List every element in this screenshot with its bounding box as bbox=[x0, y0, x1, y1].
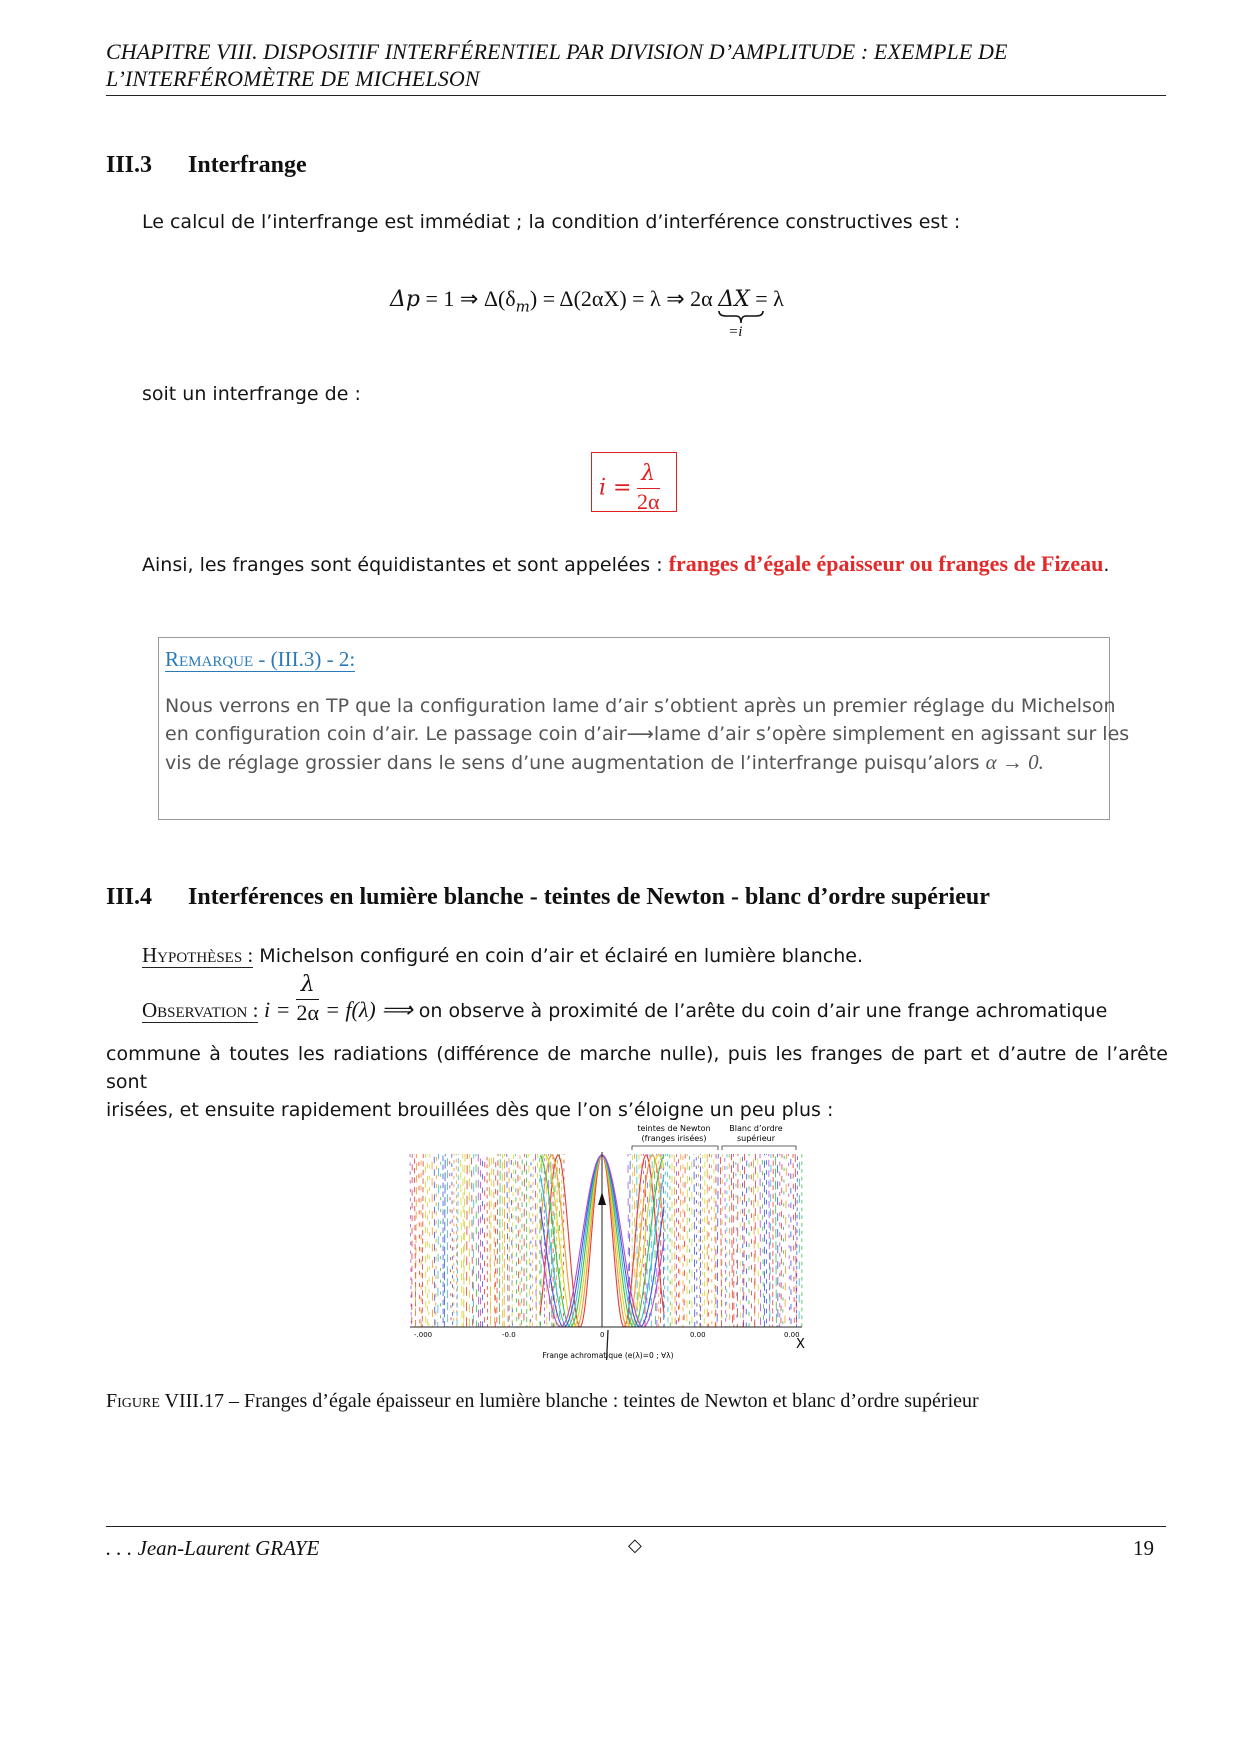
fringe-dash-line bbox=[769, 1154, 770, 1327]
result-numerator: λ bbox=[637, 461, 660, 489]
fringe-dash-line bbox=[500, 1154, 501, 1327]
remark-title bbox=[165, 647, 355, 672]
fringe-dash-line bbox=[760, 1154, 761, 1327]
fringe-dash-line bbox=[529, 1154, 530, 1327]
fringe-dash-line bbox=[674, 1154, 675, 1327]
fringe-dash-line bbox=[661, 1154, 662, 1327]
remark-title-sc: Remarque bbox=[165, 647, 254, 671]
fringe-dash-line bbox=[497, 1154, 498, 1327]
hypotheses-paragraph bbox=[142, 942, 863, 970]
fringe-dash-line bbox=[753, 1154, 754, 1327]
result-denominator-text: 2α bbox=[636, 489, 660, 514]
eq-part-2: ) = Δ(2αX) = λ ⇒ 2α bbox=[529, 286, 719, 311]
fringe-dash-line bbox=[410, 1154, 411, 1327]
eq-sub-m: m bbox=[515, 297, 530, 316]
fringe-dash-line bbox=[461, 1154, 462, 1327]
tick-mid-right: 0.00 bbox=[690, 1331, 706, 1339]
obs-f-lambda: = f(λ) ⟹ bbox=[325, 997, 413, 1022]
section-number: III.3 bbox=[106, 152, 153, 178]
fringe-dash-line bbox=[725, 1154, 726, 1327]
remark-body bbox=[165, 692, 1129, 777]
running-header bbox=[106, 38, 1166, 92]
header-rule bbox=[106, 95, 1166, 96]
fringe-dash-line bbox=[415, 1154, 416, 1327]
fringe-dash-line bbox=[457, 1154, 458, 1327]
boxed-result bbox=[591, 452, 677, 512]
fringe-dash-line bbox=[522, 1154, 523, 1327]
remark-title-rest: - (III.3) - 2: bbox=[253, 647, 356, 671]
footer-rule bbox=[106, 1526, 1166, 1527]
axis-x-label: X bbox=[796, 1337, 805, 1352]
fringe-dash-line bbox=[793, 1154, 794, 1327]
section-heading-interfrange bbox=[106, 152, 307, 179]
underbrace-group bbox=[718, 286, 750, 340]
fringe-dash-line bbox=[472, 1154, 473, 1327]
fringe-dash-line bbox=[694, 1154, 695, 1327]
figure-newton-fringes bbox=[400, 1124, 810, 1360]
fringe-dash-line bbox=[476, 1154, 477, 1327]
fringe-dash-line bbox=[736, 1154, 737, 1327]
fringe-dash-line bbox=[665, 1154, 666, 1327]
ainsi-text: Ainsi, les franges sont équidistantes et sont appelées : bbox=[142, 554, 669, 576]
fringe-dash-line bbox=[560, 1154, 561, 1327]
fringe-dash-line bbox=[679, 1154, 680, 1327]
fringe-dash-line bbox=[799, 1154, 800, 1327]
fringe-dash-line bbox=[494, 1154, 495, 1327]
fringe-dash-line bbox=[742, 1154, 743, 1327]
soit-paragraph: soit un interfrange de : bbox=[142, 383, 361, 405]
obs-denominator: 2α bbox=[296, 999, 320, 1025]
result-lhs: i = bbox=[599, 475, 632, 501]
fringe-dash-line bbox=[647, 1154, 648, 1327]
fringe-dash-line bbox=[737, 1154, 738, 1327]
footer-author: . . . Jean-Laurent GRAYE bbox=[106, 1536, 320, 1560]
fringe-dash-line bbox=[509, 1154, 510, 1327]
fringe-dash-line bbox=[758, 1154, 759, 1327]
obs-text-1: on observe à proximité de l’arête du coin d’air une frange achromatique bbox=[412, 1000, 1108, 1022]
achromatic-label: Frange achromatique (e(λ)=0 ; ∀λ) bbox=[542, 1351, 674, 1360]
fizeau-emphasis: franges d’égale épaisseur ou franges de Fizeau bbox=[668, 551, 1104, 576]
tick-mid-left: -0.0 bbox=[502, 1331, 516, 1339]
fringe-dash-line bbox=[746, 1154, 747, 1327]
fringe-dash-line bbox=[419, 1154, 420, 1327]
remark-line-2: en configuration coin d’air. Le passage coin d’air⟶lame d’air s’opère simplement en agissant sur les bbox=[165, 723, 1130, 745]
running-title-line-2: L’INTERFÉROMÈTRE DE MICHELSON bbox=[106, 66, 480, 91]
fringe-dash-line bbox=[731, 1154, 732, 1327]
footer-diamond-icon: ◇ bbox=[628, 1535, 642, 1556]
bracket-blanc bbox=[722, 1146, 796, 1150]
fringe-dash-line bbox=[436, 1154, 437, 1327]
fringe-dash-line bbox=[722, 1154, 723, 1327]
fringe-dash-line bbox=[781, 1154, 782, 1327]
fringe-dash-line bbox=[696, 1154, 697, 1327]
fringe-dash-line bbox=[770, 1154, 771, 1327]
eq-underbraced: ΔX bbox=[718, 287, 750, 312]
eq-delta-p: Δp bbox=[390, 287, 420, 312]
fringe-dash-line bbox=[773, 1154, 774, 1327]
fringe-dash-line bbox=[507, 1154, 508, 1327]
fringe-dash-line bbox=[432, 1154, 433, 1327]
fringe-dash-line bbox=[536, 1154, 537, 1327]
fringe-dash-line bbox=[729, 1154, 730, 1327]
fringe-dash-line bbox=[775, 1154, 776, 1327]
section-title: Interfrange bbox=[188, 152, 307, 178]
tick-right: 0.00 bbox=[784, 1331, 800, 1339]
interfrange-equation bbox=[390, 286, 784, 340]
hypotheses-text: Michelson configuré en coin d’air et éclairé en lumière blanche. bbox=[253, 945, 863, 967]
section-number: III.4 bbox=[106, 884, 153, 910]
fringe-dash-line bbox=[785, 1154, 787, 1327]
fringe-dash-line bbox=[797, 1154, 798, 1327]
fringe-dash-line bbox=[717, 1154, 718, 1327]
fringe-dash-line bbox=[422, 1154, 423, 1327]
fringe-dash-line bbox=[687, 1154, 688, 1327]
fringe-dash-line bbox=[556, 1154, 557, 1327]
ainsi-end: . bbox=[1103, 554, 1110, 576]
page-number: 19 bbox=[1133, 1536, 1154, 1560]
label-newton-2: (franges irisées) bbox=[641, 1134, 707, 1143]
axis-arrow-icon bbox=[598, 1192, 606, 1205]
tick-left: -.000 bbox=[414, 1331, 433, 1339]
fringe-dash-line bbox=[429, 1154, 430, 1327]
remark-line-3-text: vis de réglage grossier dans le sens d’une augmentation de l’interfrange puisqu’alors bbox=[165, 752, 986, 774]
eq-part-1: = 1 ⇒ Δ(δ bbox=[419, 286, 516, 311]
caption-number: VIII.17 bbox=[159, 1390, 224, 1412]
fringe-dash-line bbox=[535, 1154, 536, 1327]
fringe-dash-line bbox=[438, 1154, 439, 1327]
ainsi-paragraph bbox=[142, 550, 1109, 579]
obs-text-3: irisées, et ensuite rapidement brouillées dès que l’on s’éloigne un peu plus : bbox=[106, 1099, 834, 1121]
bracket-newton bbox=[632, 1146, 718, 1150]
result-fraction bbox=[637, 461, 660, 515]
label-newton-1: teintes de Newton bbox=[637, 1124, 711, 1133]
hypotheses-label: Hypothèses : bbox=[142, 943, 254, 967]
fringe-dash-line bbox=[490, 1154, 491, 1327]
label-blanc-2: supérieur bbox=[736, 1134, 776, 1143]
remark-alpha-math: α → 0. bbox=[985, 750, 1044, 774]
fringe-dash-line bbox=[704, 1154, 705, 1327]
fringe-dash-line bbox=[467, 1154, 468, 1327]
fringe-dash-line bbox=[484, 1154, 485, 1327]
fringe-dash-line bbox=[524, 1154, 525, 1327]
fringe-dash-line bbox=[783, 1154, 784, 1327]
intro-paragraph: Le calcul de l’interfrange est immédiat ; la condition d’interférence constructives est : bbox=[142, 211, 961, 233]
fringe-dash-line bbox=[714, 1154, 715, 1327]
caption-text: – Franges d’égale épaisseur en lumière blanche : teintes de Newton et blanc d’ordre supérieur bbox=[223, 1390, 979, 1412]
fringe-dash-line bbox=[670, 1154, 671, 1327]
fringe-dash-line bbox=[464, 1154, 465, 1327]
fringe-dash-line bbox=[720, 1154, 721, 1327]
eq-part-3: = λ bbox=[749, 286, 784, 311]
fringe-dash-line bbox=[512, 1154, 513, 1327]
remark-line-1: Nous verrons en TP que la configuration lame d’air s’obtient après un premier réglage du Michelson bbox=[165, 695, 1116, 717]
obs-fraction bbox=[296, 972, 319, 1026]
fringe-dash-line bbox=[702, 1154, 703, 1327]
label-blanc-1: Blanc d’ordre bbox=[729, 1124, 783, 1133]
fringe-dash-line bbox=[762, 1154, 763, 1327]
section-heading-lumiere-blanche bbox=[106, 884, 990, 911]
fringe-dash-line bbox=[452, 1154, 453, 1327]
fringe-dash-line bbox=[504, 1154, 505, 1327]
tick-zero: 0 bbox=[600, 1331, 605, 1339]
obs-text-2: commune à toutes les radiations (différence de marche nulle), puis les franges de part et d’autre de l’arête sont bbox=[106, 1043, 1168, 1093]
section-title: Interférences en lumière blanche - teintes de Newton - blanc d’ordre supérieur bbox=[188, 884, 990, 910]
observation-label: Observation : bbox=[142, 998, 259, 1022]
fringe-dash-line bbox=[450, 1154, 452, 1327]
fringe-dash-line bbox=[532, 1154, 533, 1327]
obs-numerator: λ bbox=[296, 972, 319, 1000]
fringes-plot bbox=[400, 1124, 810, 1360]
underbrace-icon bbox=[718, 310, 764, 324]
figure-caption bbox=[106, 1390, 1166, 1413]
fringe-dash-line bbox=[744, 1154, 745, 1327]
fringe-dash-line bbox=[434, 1154, 435, 1327]
fringe-dash-line bbox=[518, 1154, 519, 1327]
result-denominator bbox=[637, 489, 660, 515]
remark-line-3 bbox=[165, 748, 1129, 777]
obs-i: i = bbox=[258, 997, 291, 1022]
fringe-dash-line bbox=[495, 1154, 496, 1327]
brace-label: =i bbox=[728, 324, 743, 340]
fringe-dash-line bbox=[789, 1154, 790, 1327]
running-title-line-1: CHAPITRE VIII. DISPOSITIF INTERFÉRENTIEL PAR DIVISION D’AMPLITUDE : EXEMPLE DE bbox=[106, 39, 1008, 64]
fringe-dash-line bbox=[795, 1154, 796, 1327]
fringe-dash-line bbox=[684, 1154, 685, 1327]
observation-continuation bbox=[106, 1040, 1168, 1124]
fringe-dash-line bbox=[516, 1154, 517, 1327]
caption-label: Figure bbox=[106, 1390, 160, 1412]
fringe-dash-line bbox=[444, 1154, 445, 1327]
observation-line bbox=[142, 971, 1108, 1026]
fringe-dash-line bbox=[708, 1154, 709, 1327]
fringe-dash-line bbox=[456, 1154, 457, 1327]
fringe-dash-line bbox=[698, 1154, 699, 1327]
